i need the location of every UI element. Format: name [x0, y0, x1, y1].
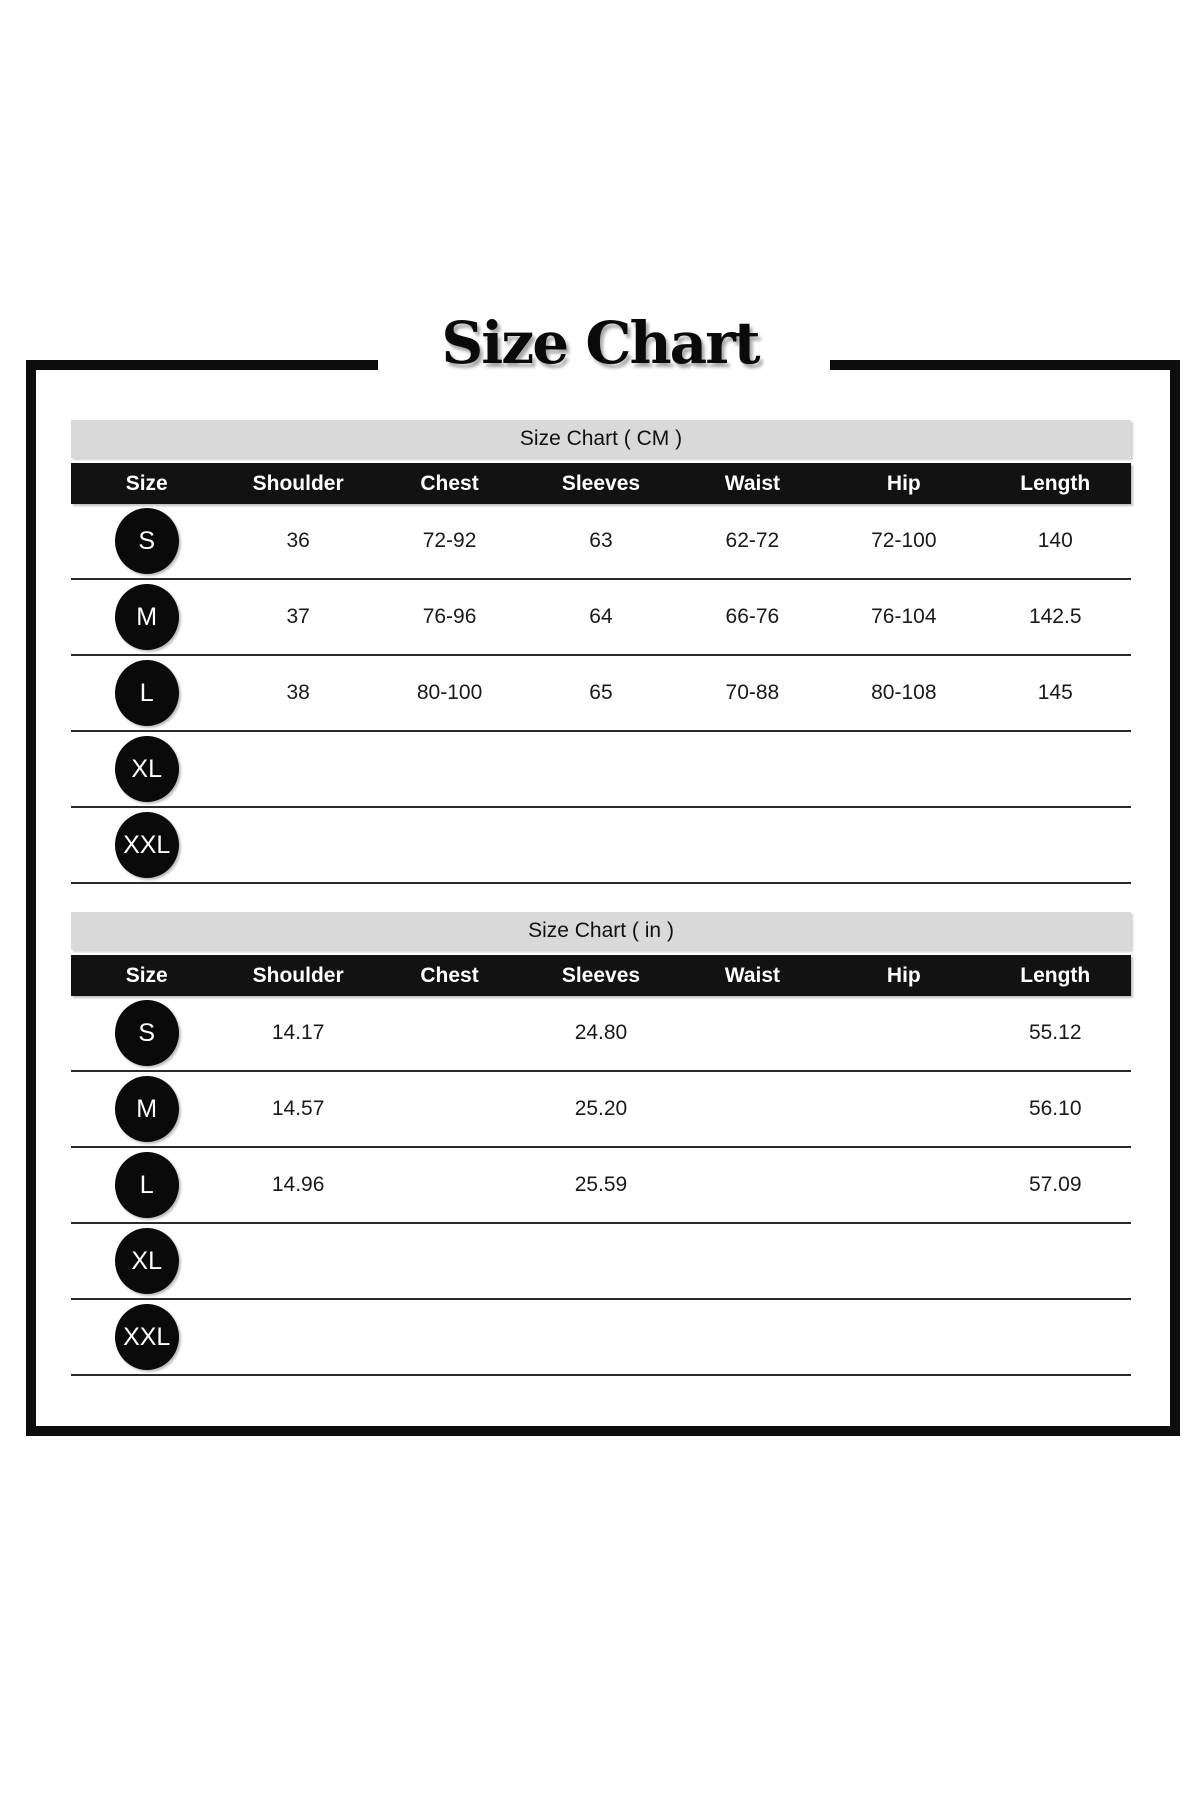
cell-sleeves: 25.59	[574, 1173, 628, 1196]
column-header-sleeves: Sleeves	[561, 963, 641, 987]
size-row-m	[71, 1072, 1131, 1148]
cell-shoulder: 14.17	[271, 1021, 325, 1044]
size-badge-xxl: XXL	[115, 812, 179, 878]
cell-length: 56.10	[1028, 1097, 1082, 1120]
cell-waist: 62-72	[725, 529, 780, 552]
table-title-cm: Size Chart ( CM )	[71, 420, 1131, 458]
cell-size	[71, 1076, 222, 1142]
column-header-size: Size	[125, 471, 168, 495]
cell-length: 55.12	[1028, 1021, 1082, 1044]
column-header-waist: Waist	[724, 471, 781, 495]
size-row-s	[71, 504, 1131, 580]
size-badge-s: S	[115, 1000, 179, 1066]
size-row-m	[71, 580, 1131, 656]
column-header-length: Length	[1020, 471, 1091, 495]
cell-shoulder: 14.96	[271, 1173, 325, 1196]
cell-sleeves: 65	[589, 681, 613, 704]
cell-size	[71, 1304, 222, 1370]
cell-shoulder: 36	[286, 529, 310, 552]
cell-chest: 80-100	[416, 681, 483, 704]
size-row-l	[71, 656, 1131, 732]
cell-size	[71, 812, 222, 878]
cell-size	[71, 508, 222, 574]
size-badge-s: S	[115, 508, 179, 574]
cell-chest: 76-96	[422, 605, 477, 628]
cell-shoulder: 14.57	[271, 1097, 325, 1120]
table-header-cm	[71, 463, 1131, 504]
column-header-hip: Hip	[886, 963, 921, 987]
cell-length: 140	[1037, 529, 1073, 552]
table-header-in	[71, 955, 1131, 996]
size-row-xl	[71, 1224, 1131, 1300]
size-table-in	[71, 912, 1131, 1376]
column-header-length: Length	[1020, 963, 1091, 987]
column-header-chest: Chest	[420, 963, 479, 987]
table-title-in: Size Chart ( in )	[71, 912, 1131, 950]
cell-sleeves: 25.20	[574, 1097, 628, 1120]
table-body-cm	[71, 504, 1131, 884]
size-badge-xl: XL	[115, 1228, 179, 1294]
column-header-sleeves: Sleeves	[561, 471, 641, 495]
cell-waist: 70-88	[725, 681, 780, 704]
cell-size	[71, 1152, 222, 1218]
cell-length: 57.09	[1028, 1173, 1082, 1196]
column-header-chest: Chest	[420, 471, 479, 495]
size-row-s	[71, 996, 1131, 1072]
cell-size	[71, 584, 222, 650]
cell-waist: 66-76	[725, 605, 780, 628]
size-badge-l: L	[115, 660, 179, 726]
page-title: Size Chart	[441, 309, 759, 377]
cell-length: 145	[1037, 681, 1073, 704]
size-badge-l: L	[115, 1152, 179, 1218]
cell-hip: 72-100	[871, 529, 937, 552]
cell-hip: 80-108	[871, 681, 937, 704]
size-badge-xxl: XXL	[115, 1304, 179, 1370]
cell-sleeves: 64	[589, 605, 613, 628]
size-table-cm	[71, 420, 1131, 884]
size-badge-m: M	[115, 1076, 179, 1142]
cell-size	[71, 1000, 222, 1066]
cell-size	[71, 1228, 222, 1294]
table-body-in	[71, 996, 1131, 1376]
cell-size	[71, 736, 222, 802]
cell-shoulder: 37	[286, 605, 310, 628]
cell-sleeves: 24.80	[574, 1021, 628, 1044]
size-row-xl	[71, 732, 1131, 808]
cell-hip: 76-104	[871, 605, 937, 628]
cell-shoulder: 38	[286, 681, 310, 704]
size-row-l	[71, 1148, 1131, 1224]
column-header-hip: Hip	[886, 471, 921, 495]
size-badge-m: M	[115, 584, 179, 650]
column-header-size: Size	[125, 963, 168, 987]
cell-size	[71, 660, 222, 726]
column-header-shoulder: Shoulder	[252, 471, 344, 495]
size-row-xxl	[71, 1300, 1131, 1376]
size-badge-xl: XL	[115, 736, 179, 802]
column-header-shoulder: Shoulder	[252, 963, 344, 987]
size-row-xxl	[71, 808, 1131, 884]
column-header-waist: Waist	[724, 963, 781, 987]
cell-chest: 72-92	[422, 529, 477, 552]
cell-sleeves: 63	[589, 529, 613, 552]
cell-length: 142.5	[1028, 605, 1082, 628]
